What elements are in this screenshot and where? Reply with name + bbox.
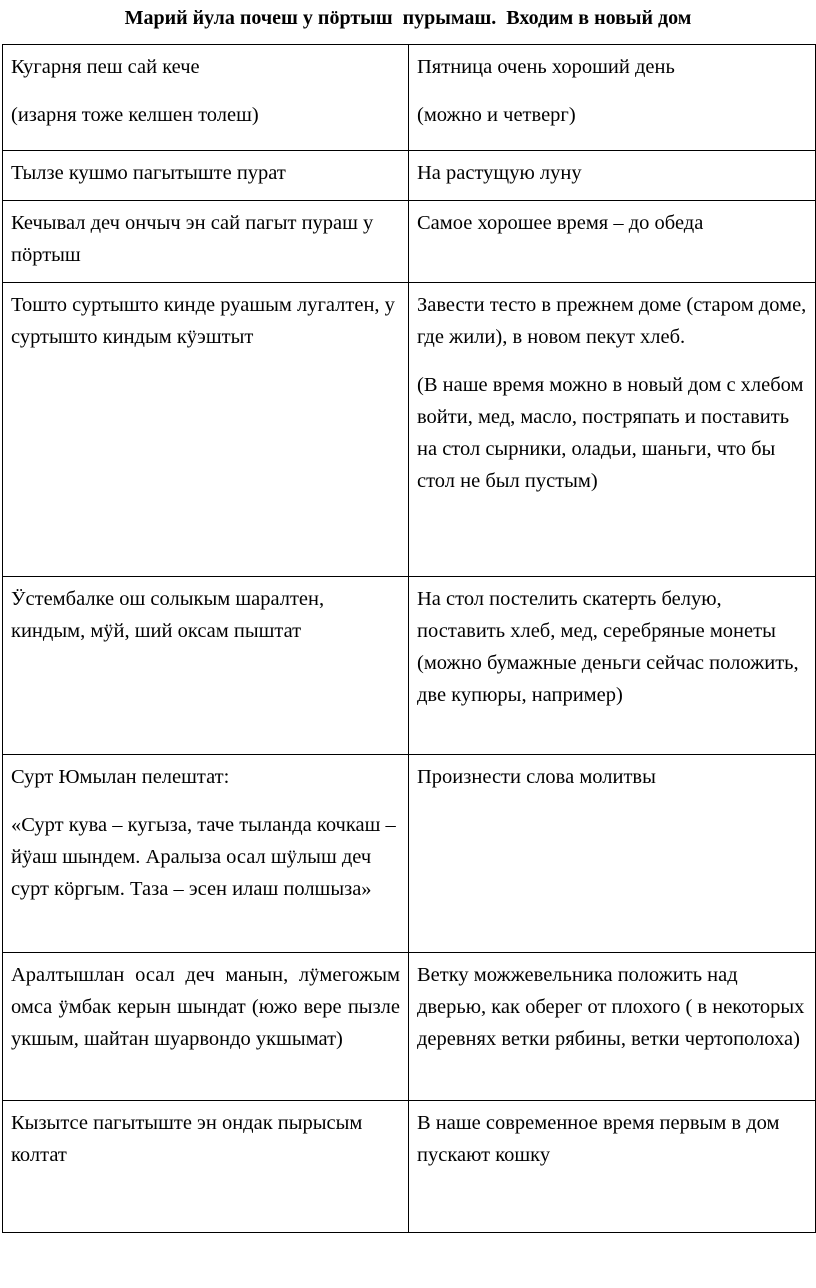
cell-text: Кечывал деч ончыч эн сай пагыт пураш у пӧртыш xyxy=(11,212,374,266)
mari-cell xyxy=(3,201,409,283)
mari-cell xyxy=(3,953,409,1101)
page-title: Марий йула почеш у пӧртыш пурымаш. Входим в новый дом xyxy=(124,7,692,29)
russian-cell xyxy=(409,953,816,1101)
cell-text: Кызытсе пагытыште эн ондак пырысым колтат xyxy=(11,1112,363,1166)
table-row xyxy=(3,953,816,1101)
mari-cell xyxy=(3,283,409,577)
russian-cell xyxy=(409,577,816,755)
cell-text: В наше современное время первым в дом пускают кошку xyxy=(417,1112,780,1166)
mari-cell xyxy=(3,1101,409,1233)
cell-text: Аралтышлан осал деч манын, лӱмегожым омса ӱмбак керын шындат (южо вере пызле укшым, шайтан шуарвондо укшымат) xyxy=(11,964,400,1050)
table-row xyxy=(3,283,816,577)
cell-text: «Сурт кува – кугыза, таче тыланда кочкаш – йӱаш шындем. Аралыза осал шӱлыш деч сурт кӧргым. Таза – эсен илаш полшыза» xyxy=(11,814,396,900)
table-row xyxy=(3,45,816,151)
cell-text: Произнести слова молитвы xyxy=(417,766,656,788)
table-row xyxy=(3,1101,816,1233)
cell-text: (изарня тоже келшен толеш) xyxy=(11,104,259,126)
russian-cell xyxy=(409,1101,816,1233)
cell-text: (можно и четверг) xyxy=(417,104,576,126)
russian-cell xyxy=(409,283,816,577)
mari-cell xyxy=(3,755,409,953)
customs-table xyxy=(2,44,816,1233)
cell-text: Самое хорошее время – до обеда xyxy=(417,212,704,234)
table-row xyxy=(3,755,816,953)
table-row xyxy=(3,151,816,201)
cell-text: Кугарня пеш сай кече xyxy=(11,56,200,78)
russian-cell xyxy=(409,755,816,953)
cell-text: Завести тесто в прежнем доме (старом доме, где жили), в новом пекут хлеб. xyxy=(417,294,807,348)
cell-text: Пятница очень хороший день xyxy=(417,56,675,78)
cell-text: Тошто суртышто кинде руашым лугалтен, у суртышто киндым кӱэштыт xyxy=(11,294,395,348)
table-row xyxy=(3,201,816,283)
cell-text: Сурт Юмылан пелештат: xyxy=(11,766,230,788)
mari-cell xyxy=(3,577,409,755)
cell-text: Ӱстембалке ош солыкым шаралтен, киндым, мӱй, ший оксам пыштат xyxy=(11,588,325,642)
mari-cell xyxy=(3,45,409,151)
russian-cell xyxy=(409,151,816,201)
table-row xyxy=(3,577,816,755)
cell-text: Тылзе кушмо пагытыште пурат xyxy=(11,162,286,184)
mari-cell xyxy=(3,151,409,201)
cell-text: На стол постелить скатерть белую, поставить хлеб, мед, серебряные монеты (можно бумажные деньги сейчас положить, две купюры, например) xyxy=(417,588,799,706)
russian-cell xyxy=(409,45,816,151)
russian-cell xyxy=(409,201,816,283)
cell-text: (В наше время можно в новый дом с хлебом войти, мед, масло, постряпать и поставить на стол сырники, оладьи, шаньги, что бы стол не был пустым) xyxy=(417,374,804,492)
cell-text: Ветку можжевельника положить над дверью, как оберег от плохого ( в некоторых деревнях ветки рябины, ветки чертополоха) xyxy=(417,964,805,1050)
cell-text: На растущую луну xyxy=(417,162,582,184)
